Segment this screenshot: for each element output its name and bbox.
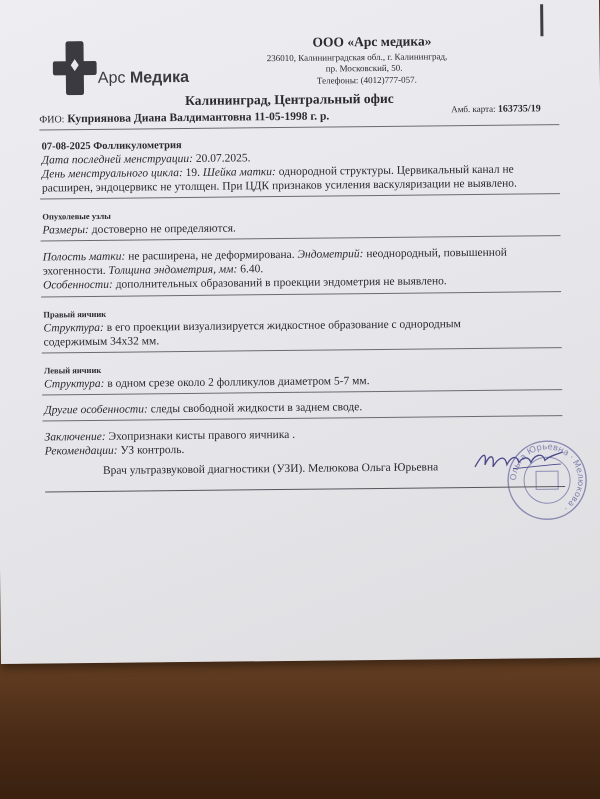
section-left-ovary: Левый яичник — [43, 364, 102, 376]
line-other-features: Другие особенности: следы свободной жидкости в заднем своде. — [44, 401, 363, 417]
line-cervix: расширен, эндоцервикс не утолщен. При ЦДК признаков усиления васкуляризации не выявлено. — [41, 177, 517, 195]
bottom-divider — [45, 486, 565, 492]
corner-mark — [540, 4, 543, 36]
doctor-line: Врач ультразвуковой диагностики (УЗИ). Мелюкова Ольга Юрьевна — [102, 461, 439, 477]
line-endometrium: эхогенности. Толщина эндометрия, мм: 6.40. — [42, 263, 264, 278]
divider — [41, 235, 561, 241]
divider — [39, 124, 559, 130]
patient-line: ФИО: Куприянова Диана Валдимантовна 11-05-1998 г. р. — [39, 110, 330, 126]
org-phone: Телефоны: (4012)777-057. — [316, 74, 417, 86]
line-conclusion: Заключение: Эхопризнаки кисты правого яичника . — [44, 428, 296, 444]
line-right-ovary-structure: Структура: в его проекции визуализируется жидкостное образование с однородным — [43, 318, 461, 335]
office-title: Калининград, Центральный офис — [185, 90, 394, 109]
section-right-ovary: Правый яичник — [43, 308, 107, 320]
line-cycle-day: День менструального цикла: 19. Шейка матки: однородной структуры. Цервикальный канал не — [41, 163, 514, 181]
line-features: Особенности: дополнительных образований в проекции эндометрия не выявлено. — [42, 275, 447, 292]
brand-name: Арс Медика — [97, 68, 190, 87]
section-tumor-nodes: Опухолевые узлы — [42, 210, 111, 222]
divider — [42, 415, 562, 421]
org-name: ООО «Арс медика» — [312, 33, 432, 50]
line-last-period: Дата последней менструации: 20.07.2025. — [41, 152, 251, 167]
line-right-ovary-content: содержимым 34x32 мм. — [43, 335, 160, 349]
table-surface — [0, 640, 600, 799]
line-sizes: Размеры: достоверно не определяются. — [42, 222, 236, 237]
divider — [40, 193, 560, 199]
divider — [41, 291, 561, 297]
divider — [42, 347, 562, 353]
divider — [42, 389, 562, 395]
line-left-ovary-structure: Структура: в одном срезе около 2 фолликулов диаметром 5-7 мм. — [44, 375, 370, 391]
doctor-signature — [473, 446, 565, 475]
logo-cross-icon — [52, 41, 97, 95]
org-address-line1: 236010, Калининградская обл., г. Калининград, — [266, 51, 448, 64]
line-uterus: Полость матки: не расширена, не деформирована. Эндометрий: неоднородный, повышенной — [42, 246, 507, 264]
stamp-text: Ольга Юрьевна · Мелюкова · — [508, 442, 586, 513]
org-address-line2: пр. Московский, 50. — [325, 62, 403, 74]
card-number: Амб. карта: 163735/19 — [451, 103, 541, 115]
line-recommendations: Рекомендации: УЗ контроль. — [44, 444, 185, 458]
exam-title: 07-08-2025 Фолликулометрия — [41, 140, 182, 153]
